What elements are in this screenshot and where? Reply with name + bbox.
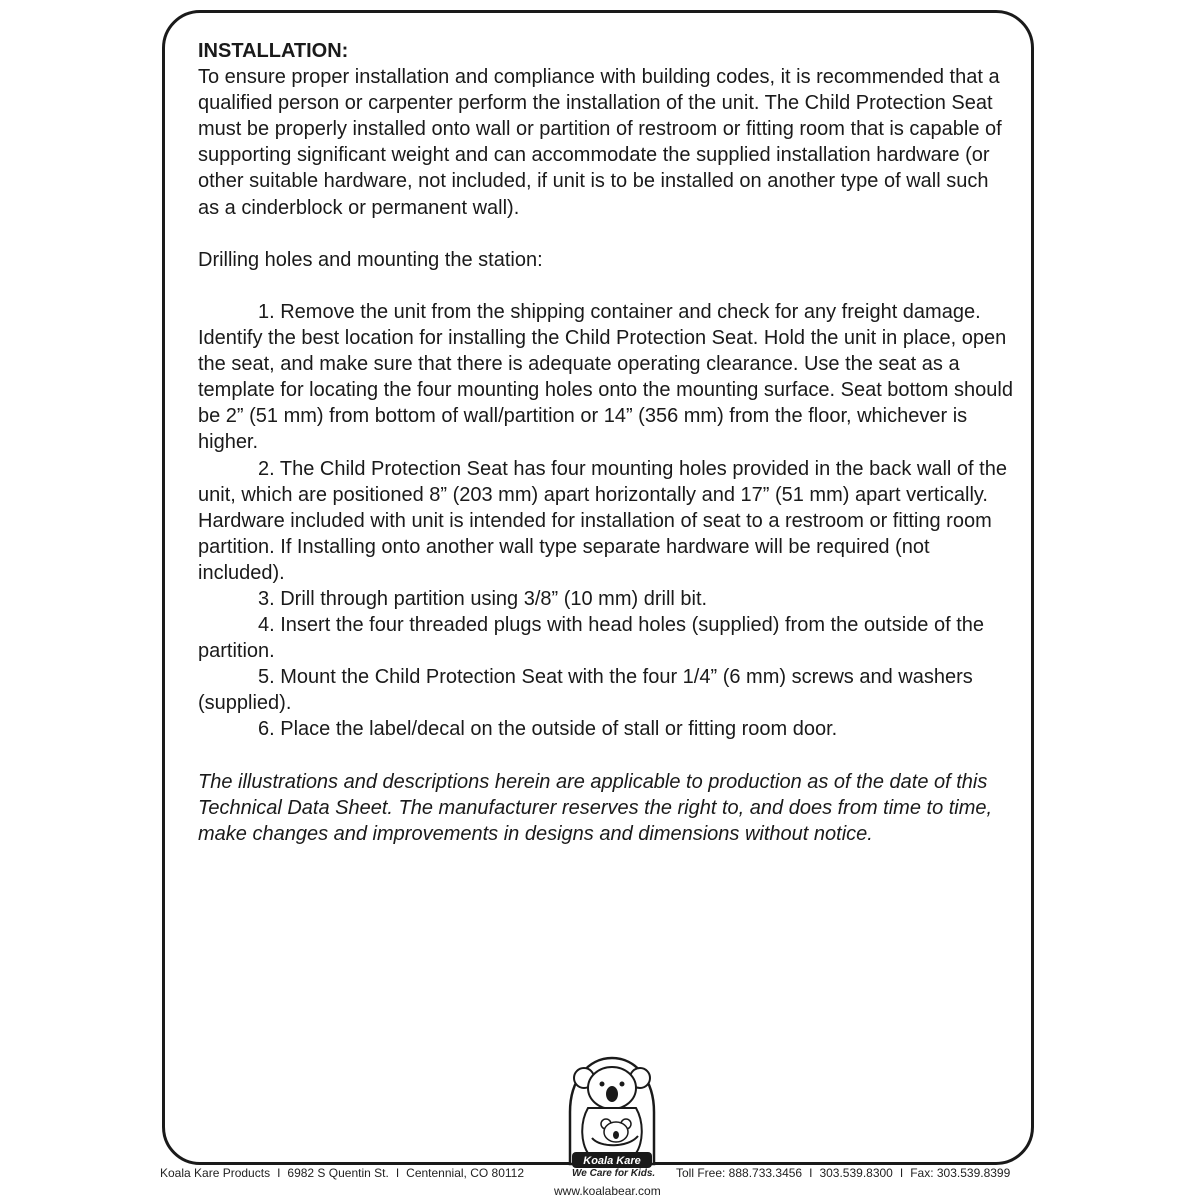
footer-left — [160, 1166, 524, 1180]
footer-city: Centennial, CO 80112 — [406, 1166, 525, 1180]
footer-right — [676, 1166, 1010, 1180]
koala-logo-svg — [558, 1052, 666, 1182]
step-5: 5. Mount the Child Protection Seat with the four 1/4” (6 mm) screws and washers (supplied). — [198, 666, 973, 715]
footer-fax: Fax: 303.539.8399 — [910, 1166, 1011, 1180]
step-2: 2. The Child Protection Seat has four mounting holes provided in the back wall of the unit, which are positioned 8” (203 mm) apart horizontally and 17” (51 mm) apart vertically. Hardware included with unit is intended for installation of seat to a restroom or fitting room partition. If Installing onto another wall type separate hardware will be required (not included). — [198, 457, 1007, 584]
spacer — [198, 743, 1013, 769]
footer-separator: I — [277, 1166, 281, 1180]
spacer — [198, 273, 1013, 299]
footer-separator: I — [395, 1166, 400, 1180]
step-4: 4. Insert the four threaded plugs with head holes (supplied) from the outside of the partition. — [198, 614, 984, 663]
koala-logo-icon — [558, 1052, 666, 1182]
footer-website[interactable]: www.koalabear.com — [554, 1184, 661, 1198]
intro-paragraph: To ensure proper installation and compliance with building codes, it is recommended that a qualified person or carpenter perform the installation of the unit. The Child Protection Seat must be properly installed onto wall or partition of restroom or fitting room that is capable of supporting significant weight and can accommodate the supplied installation hardware (or other suitable hardware, not included, if unit is to be installed on another type of wall such as a cinderblock or permanent wall). — [198, 66, 1002, 219]
footer-tollfree: Toll Free: 888.733.3456 — [676, 1166, 803, 1180]
footer-separator: I — [899, 1166, 904, 1180]
step-1: 1. Remove the unit from the shipping container and check for any freight damage. Identify the best location for installing the Child Protection Seat. Hold the unit in place, open the seat, and make sure that there is adequate operating clearance. Use the seat as a template for locating the four mounting holes onto the mounting surface. Seat bottom should be 2” (51 mm) from bottom of wall/partition or 14” (356 mm) from the floor, whichever is higher. — [198, 300, 1013, 454]
footer-separator: I — [809, 1166, 813, 1180]
subheading: Drilling holes and mounting the station: — [198, 248, 543, 271]
footer-company: Koala Kare Products — [160, 1166, 271, 1180]
document-body — [198, 38, 1013, 847]
footer-phone: 303.539.8300 — [819, 1166, 893, 1180]
section-heading: INSTALLATION: — [198, 40, 349, 62]
step-3: 3. Drill through partition using 3/8” (10 mm) drill bit. — [258, 587, 708, 610]
disclaimer: The illustrations and descriptions herein are applicable to production as of the date of this Technical Data Sheet. The manufacturer reserves the right to, and does from time to time, make changes and improvements in designs and dimensions without notice. — [198, 770, 993, 845]
spacer — [198, 221, 1013, 247]
step-6: 6. Place the label/decal on the outside of stall or fitting room door. — [258, 718, 838, 741]
footer-tagline: We Care for Kids. — [572, 1168, 656, 1179]
logo-brand-text: Koala Kare — [583, 1155, 641, 1167]
footer-address: 6982 S Quentin St. — [287, 1166, 389, 1180]
